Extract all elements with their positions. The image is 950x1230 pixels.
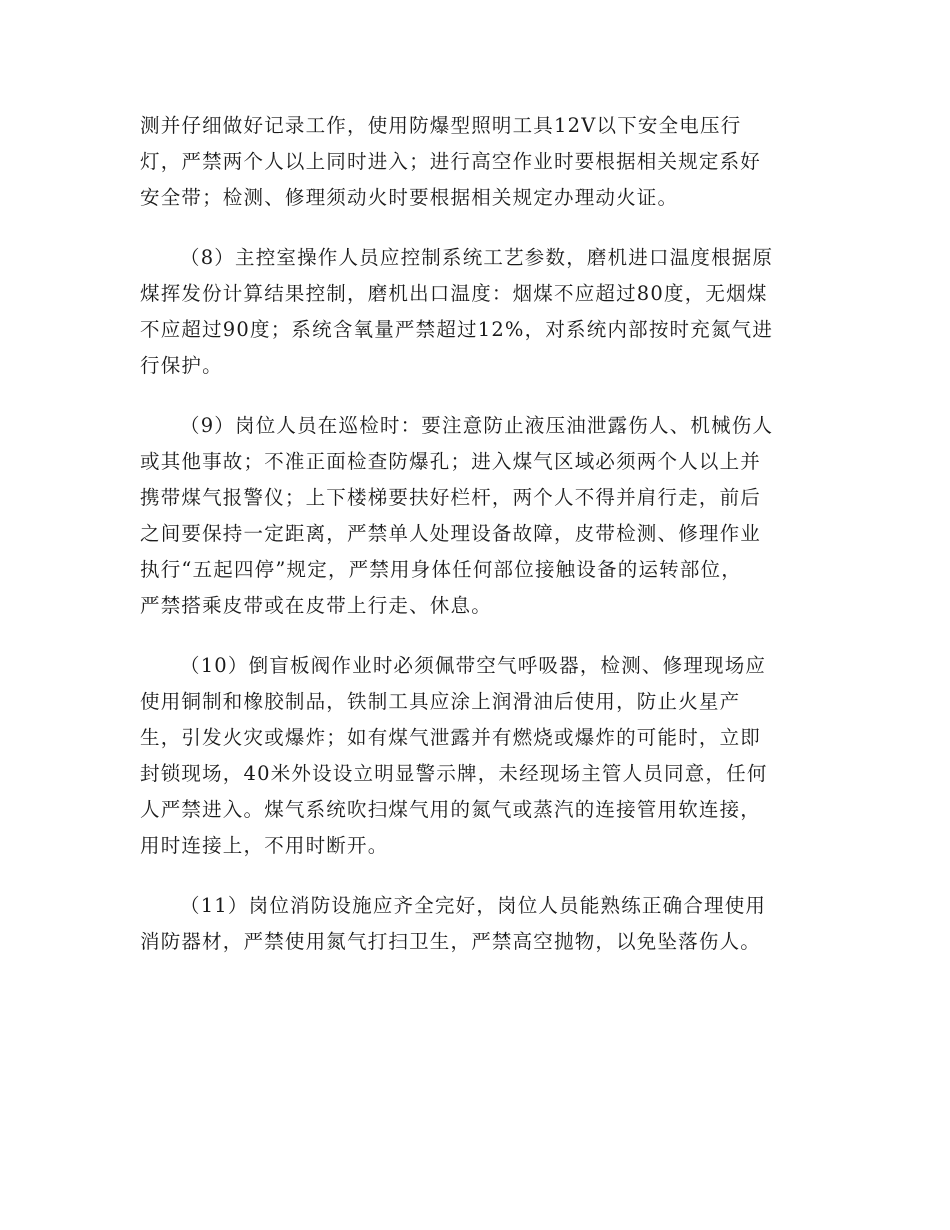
- paragraph-item-9: [140, 408, 808, 624]
- paragraph-item-8: [140, 240, 808, 384]
- paragraph-item-11: [140, 888, 808, 960]
- paragraph-item-10: [140, 648, 808, 864]
- paragraph-continuation: [140, 108, 808, 216]
- text-line: 使用铜制和橡胶制品，铁制工具应涂上润滑油后使用，防止火星产: [140, 690, 741, 713]
- text-line: 生，引发火灾或爆炸；如有煤气泄露并有燃烧或爆炸的可能时，立即: [140, 726, 762, 749]
- text-line: 严禁搭乘皮带或在皮带上行走、休息。: [140, 594, 492, 617]
- text-line: （11）岗位消防设施应齐全完好，岗位人员能熟练正确合理使用: [180, 894, 767, 917]
- text-line: 执行“五起四停”规定，严禁用身体任何部位接触设备的运转部位，: [140, 558, 742, 581]
- text-line: 人严禁进入。煤气系统吹扫煤气用的氮气或蒸汽的连接管用软连接，: [140, 798, 762, 821]
- document-body: [140, 108, 808, 984]
- text-line: 之间要保持一定距离，严禁单人处理设备故障，皮带检测、修理作业: [140, 522, 762, 545]
- text-line: （9）岗位人员在巡检时：要注意防止液压油泄露伤人、机械伤人: [180, 414, 774, 437]
- text-line: 灯，严禁两个人以上同时进入；进行高空作业时要根据相关规定系好: [140, 150, 762, 173]
- text-line: 行保护。: [140, 354, 223, 377]
- text-line: （8）主控室操作人员应控制系统工艺参数，磨机进口温度根据原: [180, 246, 774, 269]
- text-line: 消防器材，严禁使用氮气打扫卫生，严禁高空抛物，以免坠落伤人。: [140, 930, 762, 953]
- text-line: 携带煤气报警仪；上下楼梯要扶好栏杆，两个人不得并肩行走，前后: [140, 486, 762, 509]
- text-line: 煤挥发份计算结果控制，磨机出口温度：烟煤不应超过80度，无烟煤: [140, 282, 768, 305]
- text-line: 封锁现场，40米外设设立明显警示牌，未经现场主管人员同意，任何: [140, 762, 768, 785]
- text-line: 安全带；检测、修理须动火时要根据相关规定办理动火证。: [140, 186, 679, 209]
- text-line: 用时连接上，不用时断开。: [140, 834, 389, 857]
- text-line: 测并仔细做好记录工作，使用防爆型照明工具12V以下安全电压行: [140, 114, 742, 137]
- text-line: 不应超过90度；系统含氧量严禁超过12%，对系统内部按时充氮气进: [140, 318, 774, 341]
- text-line: （10）倒盲板阀作业时必须佩带空气呼吸器，检测、修理现场应: [180, 654, 767, 677]
- text-line: 或其他事故；不准正面检查防爆孔；进入煤气区域必须两个人以上并: [140, 450, 762, 473]
